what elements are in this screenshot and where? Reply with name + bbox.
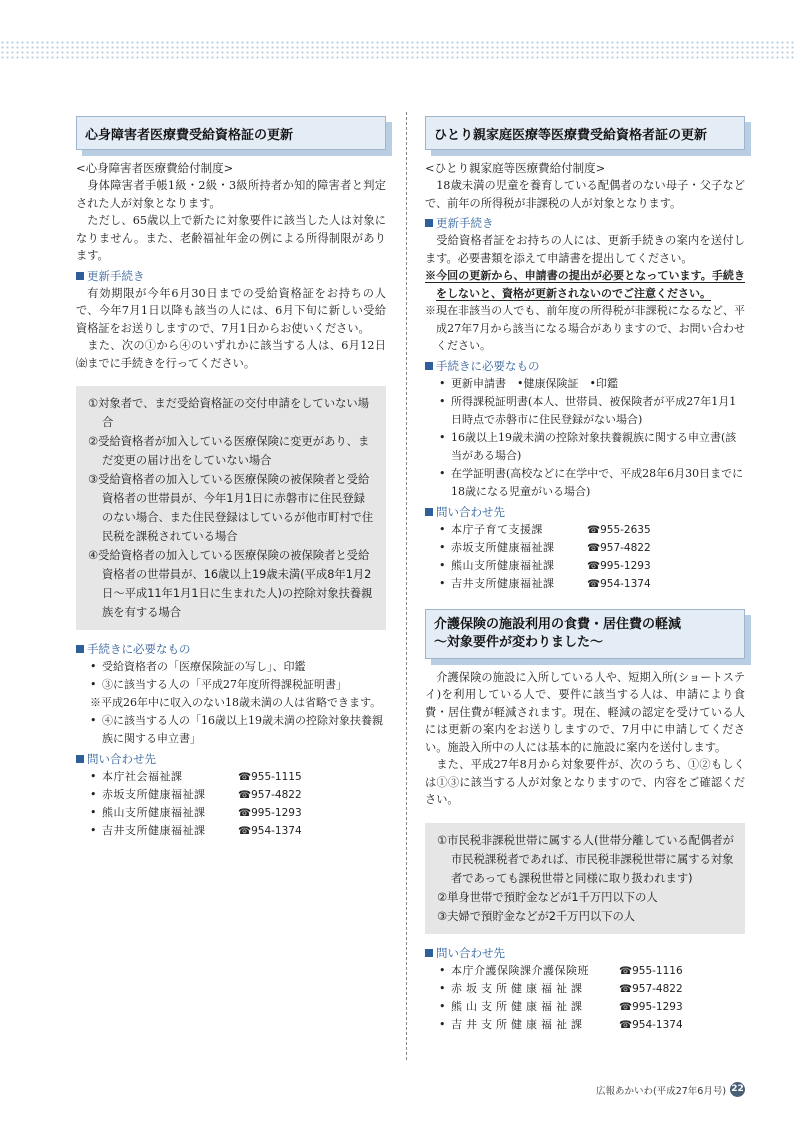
paragraph: ただし、65歳以上で新たに対象要件に該当した人は対象になりません。また、老齢福祉年金の例による所得制限があります。 [76, 214, 386, 262]
contact-row: • 本庁介護保険課介護保険班 ☎955-1116 [439, 963, 683, 977]
contact-row: • 熊山支所健康福祉課 ☎995-1293 [439, 558, 651, 572]
square-bullet-icon [425, 949, 433, 957]
paragraph: また、次の①から④のいずれかに該当する人は、6月12日㈮までに手続きを行ってください。 [76, 339, 386, 370]
subheading: 手続きに必要なもの [425, 357, 745, 375]
subheading: 問い合わせ先 [76, 750, 386, 768]
condition-item: ③夫婦で預貯金などが2千万円以下の人 [437, 909, 636, 923]
condition-item: ④受給資格者の加入している医療保険の被保険者と受給資格者の世帯員が、16歳以上19歳未満(平成8年1月2日〜平成11年1月1日に生まれた人)の控除対象扶養親族を有する場合 [88, 549, 373, 619]
contact-row: • 赤坂支所健康福祉課 ☎957-4822 [439, 540, 651, 554]
conditions-box [425, 823, 745, 934]
contact-row: • 熊山支所健康福祉課 ☎995-1293 [439, 999, 683, 1013]
right-column [425, 116, 745, 1034]
condition-item: ①対象者で、まだ受給資格証の交付申請をしていない場合 [88, 397, 370, 429]
section-subtitle: <ひとり親家庭等医療費給付制度> [425, 161, 606, 175]
note: ※平成26年中に収入のない18歳未満の人は省略できます。 [90, 696, 382, 709]
condition-item: ③受給資格者の加入している医療保険の被保険者と受給資格者の世帯員が、今年1月1日に赤磐市に住民登録のない場合、また住民登録はしているが他市町村で住民税を課税されている場合 [88, 473, 374, 543]
square-bullet-icon [76, 645, 84, 653]
contact-row: • 本庁子育て支援課 ☎955-2635 [439, 522, 651, 536]
subheading: 更新手続き [76, 267, 386, 285]
section-title: 心身障害者医療費受給資格証の更新 [76, 116, 386, 150]
square-bullet-icon [425, 508, 433, 516]
page-number: 22 [730, 1082, 745, 1097]
publication-name: 広報あかいわ(平成27年6月号) [596, 1085, 727, 1097]
contact-row: • 赤坂支所健康福祉課 ☎957-4822 [90, 787, 302, 801]
conditions-box [76, 386, 386, 630]
important-notice: ※今回の更新から、申請書の提出が必要となっています。手続きをしないと、資格が更新されないのでご注意ください。 [425, 269, 745, 300]
list-item: • 所得課税証明書(本人、世帯員、被保険者が平成27年1月1日時点で赤磐市に住民登録がない場合) [439, 393, 745, 429]
contact-row: • 本庁社会福祉課 ☎955-1115 [90, 769, 302, 783]
contact-row: • 熊山支所健康福祉課 ☎995-1293 [90, 805, 302, 819]
contact-row: • 吉井支所健康福祉課 ☎954-1374 [439, 576, 651, 590]
needs-list [76, 712, 386, 748]
subheading: 問い合わせ先 [425, 503, 745, 521]
square-bullet-icon [425, 219, 433, 227]
square-bullet-icon [425, 362, 433, 370]
header-dot-band [0, 40, 794, 60]
condition-item: ②単身世帯で預貯金などが1千万円以下の人 [437, 890, 658, 904]
condition-item: ①市民税非課税世帯に属する人(世帯分離している配偶者が市民税課税者であれば、市民税非課税世帯に属する対象者であっても課税世帯と同様に取り扱われます) [437, 833, 734, 885]
needs-list [76, 658, 386, 694]
contact-row: • 赤坂支所健康福祉課 ☎957-4822 [439, 981, 683, 995]
square-bullet-icon [76, 755, 84, 763]
section-title-line: 〜対象要件が変わりました〜 [434, 634, 604, 650]
needs-list [425, 375, 745, 501]
list-item: • 16歳以上19歳未満の控除対象扶養親族に関する申立書(該当がある場合) [439, 429, 745, 465]
subheading: 問い合わせ先 [425, 944, 745, 962]
section-header [76, 116, 386, 150]
section-title: ひとり親家庭医療等医療費受給資格者証の更新 [425, 116, 745, 150]
paragraph: 有効期限が今年6月30日までの受給資格証をお持ちの人で、今年7月1日以降も該当の人には、6月下旬に新しい受給資格証をお送りしますので、7月1日からお使いください。 [76, 286, 386, 335]
paragraph: 介護保険の施設に入所している人や、短期入所(ショートステイ)を利用している人で、要件に該当する人は、申請により食費・居住費が軽減されます。現在、軽減の認定を受けている人には更新の案内をお送りしますので、7月中に申請してください。施設入所中の人には基本的に施設に案内を送付します。 [425, 670, 745, 754]
paragraph: 身体障害者手帳1級・2級・3級所持者か知的障害者と判定された人が対象となります。 [76, 179, 386, 210]
contact-row: • 吉井支所健康福祉課 ☎954-1374 [439, 1017, 683, 1031]
subheading: 手続きに必要なもの [76, 640, 386, 658]
list-item: • 更新申請書 •健康保険証 •印鑑 [439, 375, 745, 393]
paragraph: また、平成27年8月から対象要件が、次のうち、①②もしくは①③に該当する人が対象となりますので、内容をご確認ください。 [425, 758, 745, 806]
section-header [425, 116, 745, 150]
left-column [76, 116, 386, 840]
square-bullet-icon [76, 272, 84, 280]
condition-item: ②受給資格者が加入している医療保険に変更があり、まだ変更の届け出をしていない場合 [88, 435, 370, 467]
section-subtitle: <心身障害者医療費給付制度> [76, 161, 234, 175]
column-divider [406, 112, 407, 1060]
list-item: • 受給資格者の「医療保険証の写し」、印鑑 [90, 658, 386, 676]
list-item: • ③に該当する人の「平成27年度所得課税証明書」 [90, 676, 386, 694]
contact-row: • 吉井支所健康福祉課 ☎954-1374 [90, 823, 302, 837]
paragraph: 18歳未満の児童を養育している配偶者のない母子・父子などで、前年の所得税が非課税の人が対象となります。 [425, 179, 745, 210]
section-header [425, 609, 745, 659]
paragraph: 受給資格者証をお持ちの人には、更新手続きの案内を送付します。必要書類を添えて申請書を提出してください。 [425, 234, 745, 265]
list-item: • 在学証明書(高校などに在学中で、平成28年6月30日までに18歳になる児童がいる場合) [439, 465, 745, 501]
section-title-line: 介護保険の施設利用の食費・居住費の軽減 [434, 616, 682, 632]
list-item: • ④に該当する人の「16歳以上19歳未満の控除対象扶養親族に関する申立書」 [90, 712, 386, 748]
subheading: 更新手続き [425, 214, 745, 232]
note: ※現在非該当の人でも、前年度の所得税が非課税になるなど、平成27年7月から該当になる場合がありますので、お問い合わせください。 [425, 304, 745, 352]
section-title [425, 609, 745, 659]
page-footer [596, 1082, 745, 1097]
